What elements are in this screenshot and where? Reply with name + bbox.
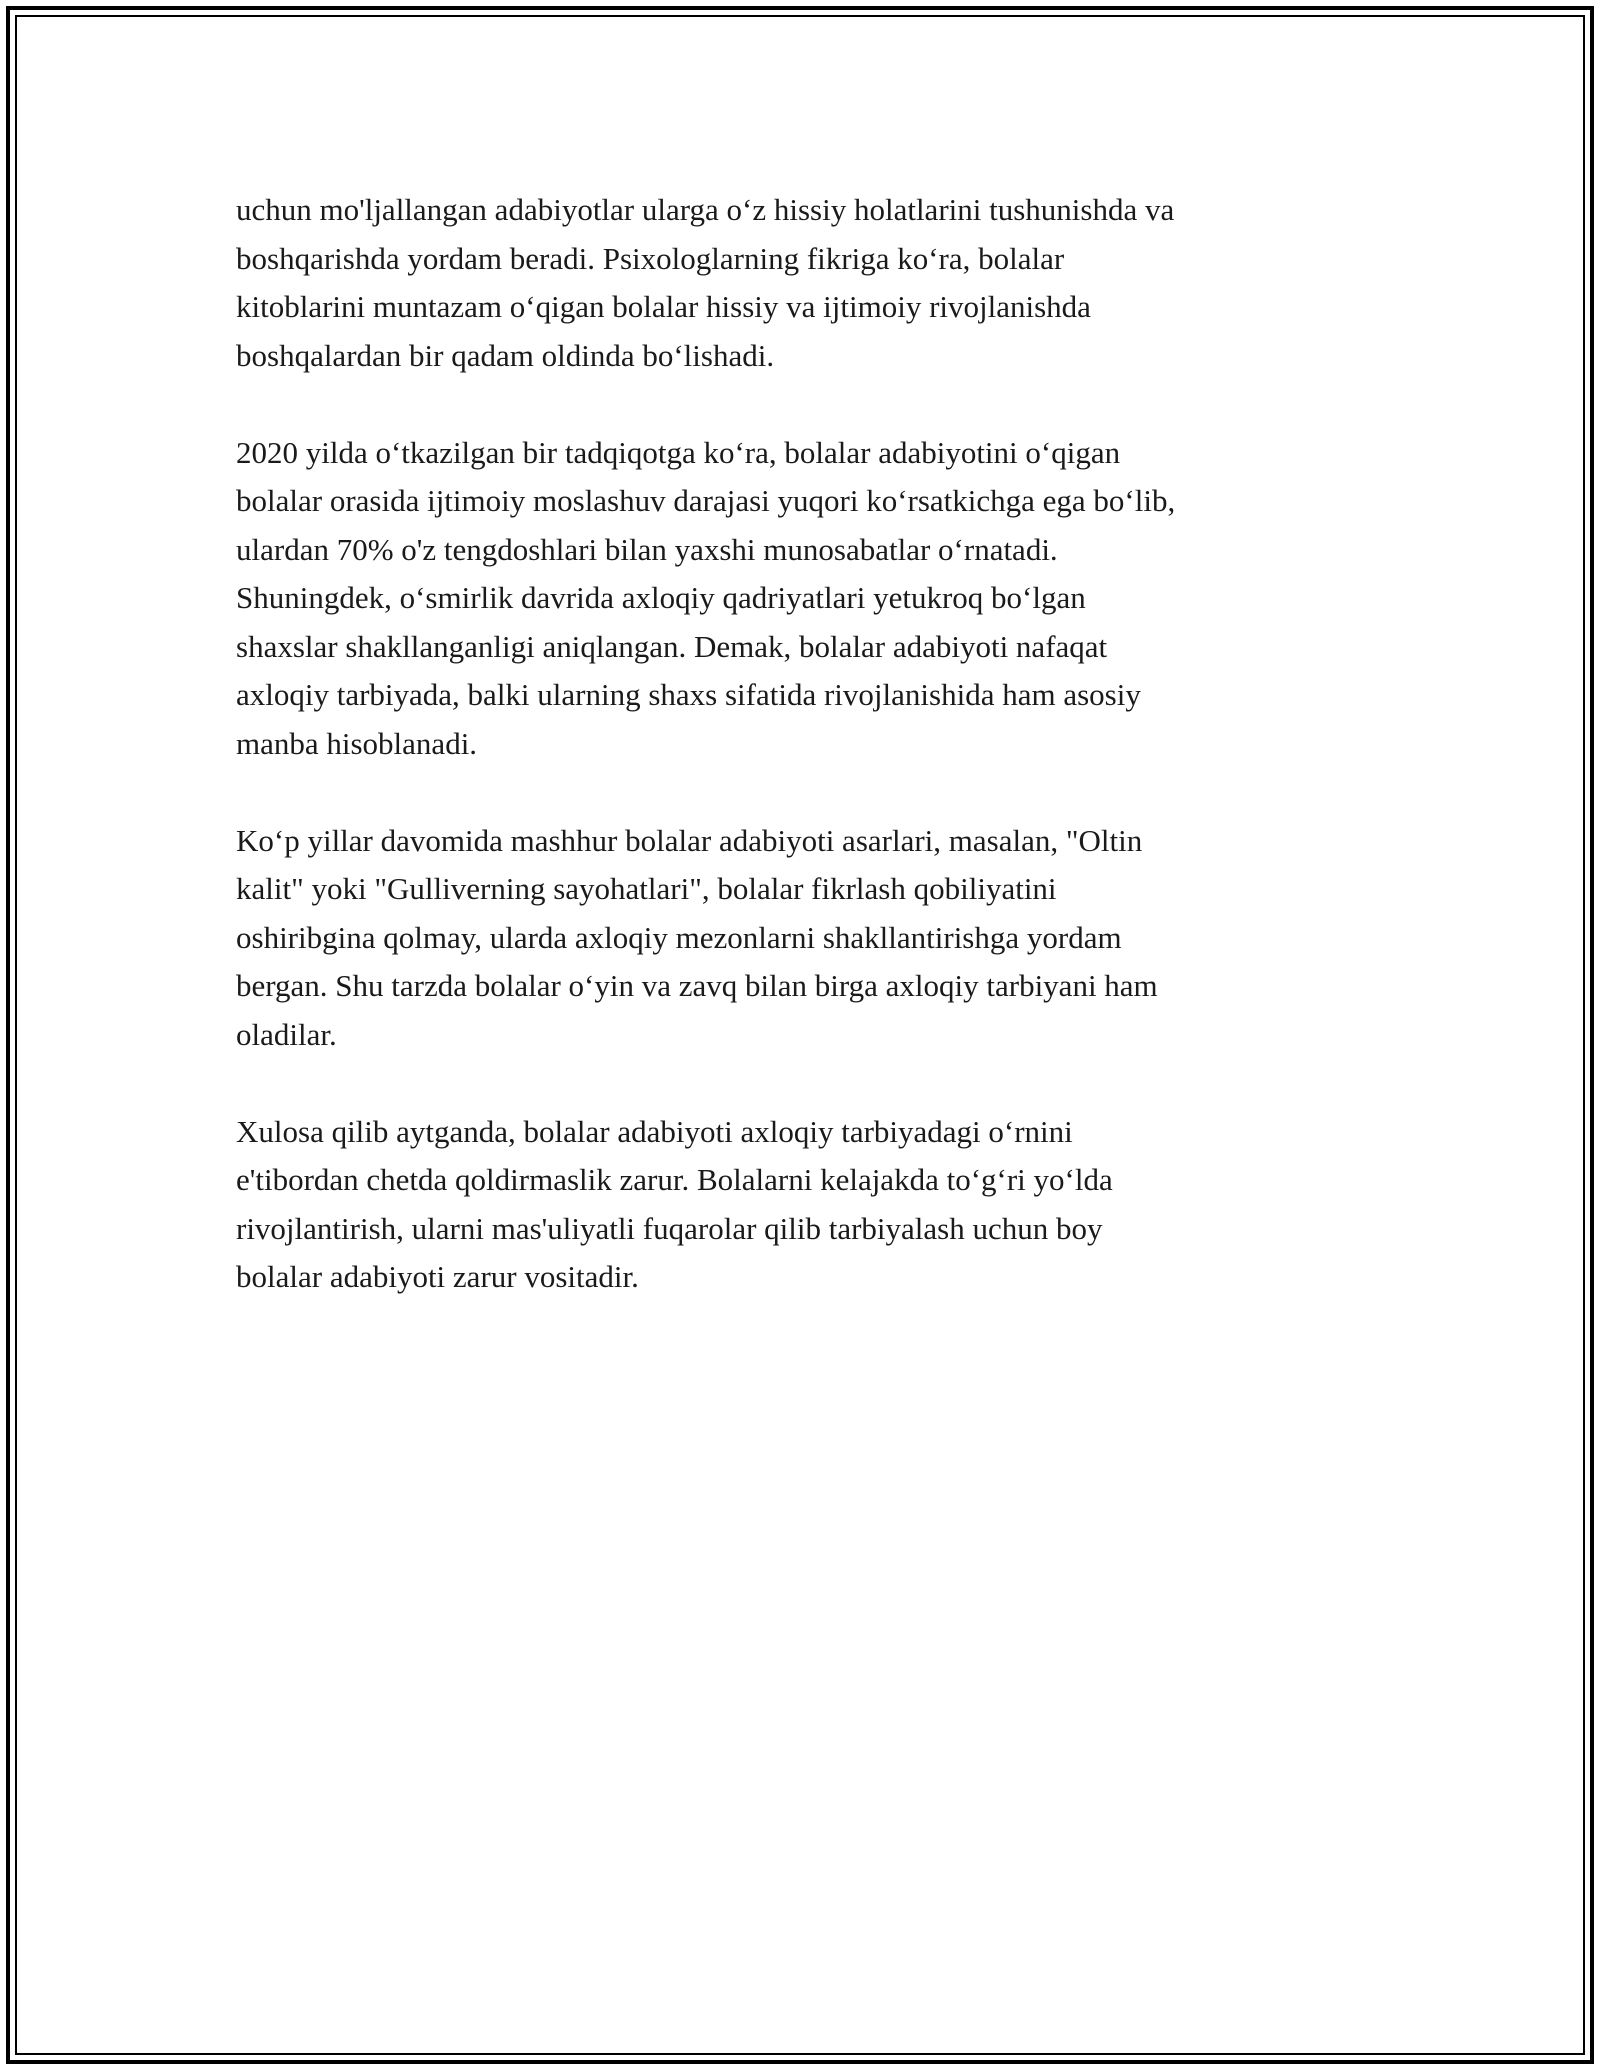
paragraph-1: uchun mo'ljallangan adabiyotlar ularga o‘z hissiy holatlarini tushunishda va boshqarishda yordam beradi. Psixologlarning fikriga ko‘ra, bolalar kitoblarini muntazam o‘qigan bolalar hissiy va ijtimoiy rivojlanishda boshqalardan bir qadam oldinda bo‘lishadi.: [236, 192, 1175, 373]
paragraph-2: 2020 yilda o‘tkazilgan bir tadqiqotga ko‘ra, bolalar adabiyotini o‘qigan bolalar orasida ijtimoiy moslashuv darajasi yuqori ko‘rsatkichga ega bo‘lib, ulardan 70% o'z tengdoshlari bilan yaxshi munosabatlar o‘rnatadi. Shuningdek, o‘smirlik davrida axloqiy qadriyatlari yetukroq bo‘lgan shaxslar shakllanganligi aniqlangan. Demak, bolalar adabiyoti nafaqat axloqiy tarbiyada, balki ularning shaxs sifatida rivojlanishida ham asosiy manba hisoblanadi.: [236, 434, 1176, 761]
paragraph-3: Ko‘p yillar davomida mashhur bolalar adabiyoti asarlari, masalan, "Oltin kalit" yoki "Gulliverning sayohatlari", bolalar fikrlash qobiliyatini oshiribgina qolmay, ularda axloqiy mezonlarni shakllantirishga yordam bergan. Shu tarzda bolalar o‘yin va zavq bilan birga axloqiy tarbiyani ham oladilar.: [236, 822, 1158, 1052]
document-body: [236, 186, 1366, 1350]
paragraph-4: Xulosa qilib aytganda, bolalar adabiyoti axloqiy tarbiyadagi o‘rnini e'tibordan chetda qoldirmaslik zarur. Bolalarni kelajakda to‘g‘ri yo‘lda rivojlantirish, ularni mas'uliyatli fuqarolar qilib tarbiyalash uchun boy bolalar adabiyoti zarur vositadir.: [236, 1113, 1113, 1294]
